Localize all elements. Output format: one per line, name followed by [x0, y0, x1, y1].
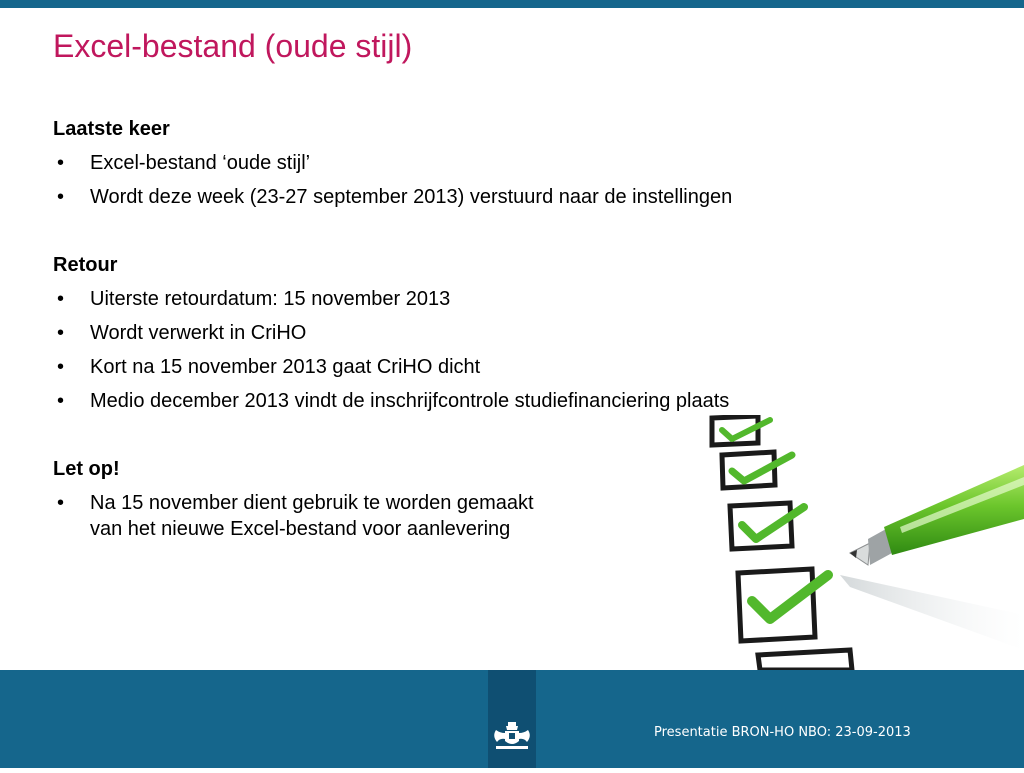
- bullet-dot: •: [57, 492, 65, 514]
- crest-logo-icon: [488, 670, 536, 768]
- bullet-item: [53, 146, 953, 180]
- bullet-text: Wordt deze week (23-27 september 2013) verstuurd naar de instellingen: [90, 186, 733, 208]
- bullet-item: [53, 282, 953, 316]
- logo-band: [488, 670, 536, 768]
- bullet-item: [53, 316, 953, 350]
- bullet-text-continuation: van het nieuwe Excel-bestand voor aanlevering: [90, 518, 511, 540]
- section-laatste-keer: [53, 112, 953, 214]
- bullet-dot: •: [57, 322, 65, 344]
- bullet-list: [53, 282, 953, 418]
- section-heading: Let op!: [53, 458, 120, 480]
- footer-band: [0, 670, 1024, 768]
- bullet-text: Medio december 2013 vindt de inschrijfcontrole studiefinanciering plaats: [90, 390, 730, 412]
- footer-text: Presentatie BRON-HO NBO: 23-09-2013: [654, 725, 911, 740]
- bullet-dot: •: [57, 152, 65, 174]
- bullet-dot: •: [57, 186, 65, 208]
- section-heading: Retour: [53, 254, 118, 276]
- top-bar: [0, 0, 1024, 8]
- bullet-dot: •: [57, 356, 65, 378]
- bullet-list: [53, 146, 953, 214]
- bullet-text: Wordt verwerkt in CriHO: [90, 322, 307, 344]
- bullet-text: Excel-bestand ‘oude stijl’: [90, 152, 311, 174]
- bullet-text: Na 15 november dient gebruik te worden gemaakt: [90, 492, 534, 514]
- bullet-item: [53, 384, 953, 418]
- bullet-dot: •: [57, 390, 65, 412]
- bullet-dot: •: [57, 288, 65, 310]
- section-retour: [53, 248, 953, 418]
- bullet-item: [53, 180, 953, 214]
- bullet-item: [53, 350, 953, 384]
- bullet-text: Kort na 15 november 2013 gaat CriHO dicht: [90, 356, 481, 378]
- section-heading: Laatste keer: [53, 118, 170, 140]
- slide-title: Excel-bestand (oude stijl): [53, 28, 413, 64]
- bullet-text: Uiterste retourdatum: 15 november 2013: [90, 288, 451, 310]
- checklist-pen-icon: [700, 415, 1024, 670]
